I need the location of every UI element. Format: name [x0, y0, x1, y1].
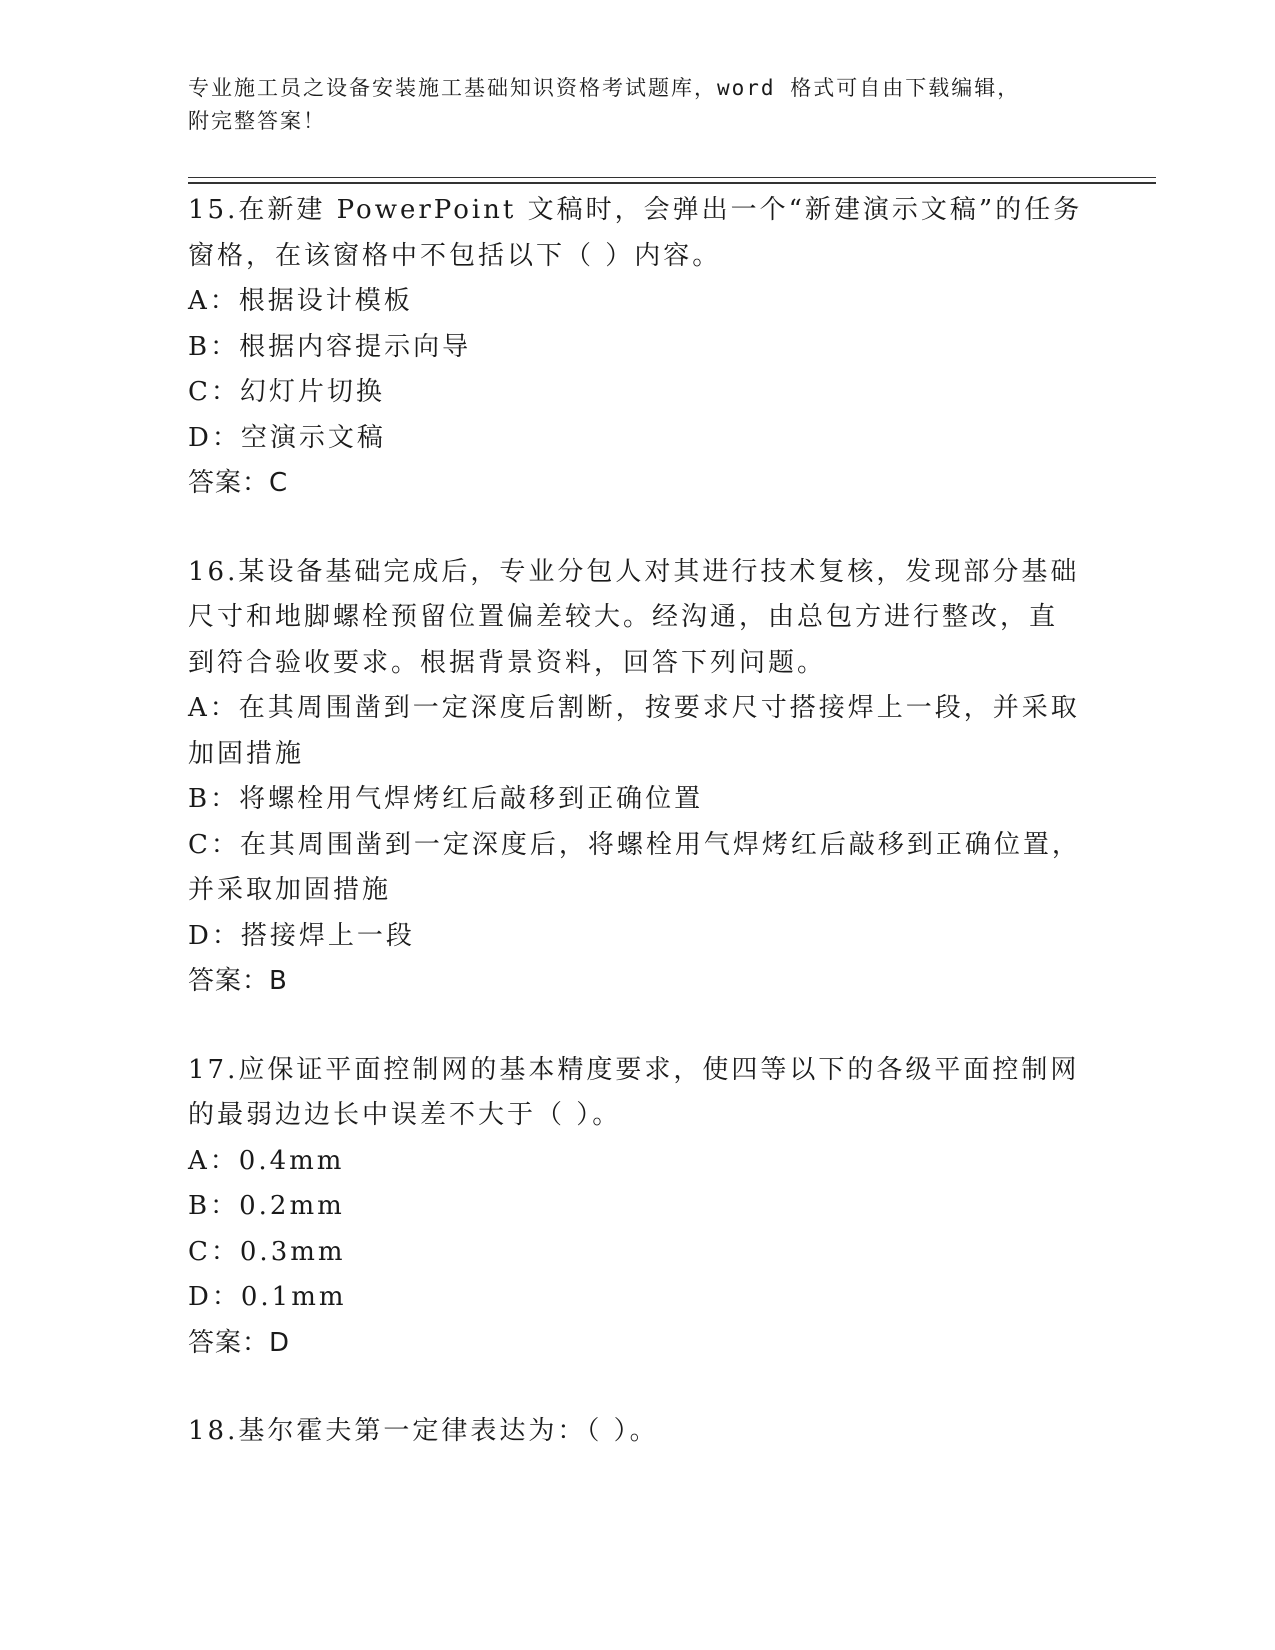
header-divider-thick: [188, 182, 1156, 184]
answer-option-line: C：0.3mm: [188, 1236, 346, 1267]
question-block: [188, 1409, 1078, 1455]
answer-key: 答案：B: [188, 966, 288, 996]
question-stem-line: 的最弱边边长中误差不大于（ ）。: [188, 1100, 622, 1130]
document-header: [188, 72, 1068, 138]
answer-option-line: C：在其周围凿到一定深度后，将螺栓用气焊烤红后敲移到正确位置，: [188, 829, 1081, 860]
header-divider-thin: [188, 177, 1156, 178]
question-stem-line: 17.应保证平面控制网的基本精度要求，使四等以下的各级平面控制网: [188, 1054, 1080, 1085]
question-block: [188, 1048, 1078, 1367]
answer-option-line: 加固措施: [188, 738, 305, 769]
answer-option-line: A：根据设计模板: [188, 286, 413, 316]
answer-option-line: B：根据内容提示向导: [188, 331, 472, 362]
answer-option-line: C：幻灯片切换: [188, 377, 385, 407]
answer-option-line: B：0.2mm: [188, 1191, 345, 1221]
question-stem-line: 到符合验收要求。根据背景资料，回答下列问题。: [188, 647, 827, 678]
question-block: [188, 550, 1081, 1005]
question-list: [188, 188, 1083, 1455]
question-stem-line: 15.在新建 PowerPoint 文稿时，会弹出一个“新建演示文稿”的任务: [188, 195, 1083, 225]
answer-option-line: B：将螺栓用气焊烤红后敲移到正确位置: [188, 784, 704, 814]
question-spacer: [188, 1366, 1078, 1409]
answer-option-line: A：0.4mm: [188, 1145, 345, 1176]
question-stem-line: 18.基尔霍夫第一定律表达为：（ ）。: [188, 1416, 659, 1446]
answer-option-line: D：搭接焊上一段: [188, 920, 415, 951]
answer-option-line: D：空演示文稿: [188, 422, 386, 453]
answer-option-line: A：在其周围凿到一定深度后割断，按要求尺寸搭接焊上一段，并采取: [188, 693, 1080, 723]
question-block: [188, 188, 1083, 507]
question-stem-line: 窗格，在该窗格中不包括以下（ ）内容。: [188, 240, 722, 271]
question-stem-line: 16.某设备基础完成后，专业分包人对其进行技术复核，发现部分基础: [188, 556, 1080, 587]
answer-option-line: 并采取加固措施: [188, 875, 392, 905]
header-line-2: 附完整答案！: [188, 109, 326, 133]
header-line-1: 专业施工员之设备安装施工基础知识资格考试题库，word 格式可自由下载编辑，: [188, 76, 1021, 100]
answer-option-line: D：0.1mm: [188, 1282, 347, 1312]
answer-key: 答案：C: [188, 468, 289, 498]
answer-key: 答案：D: [188, 1327, 291, 1358]
question-spacer: [188, 507, 1078, 550]
question-spacer: [188, 1005, 1078, 1048]
question-stem-line: 尺寸和地脚螺栓预留位置偏差较大。经沟通，由总包方进行整改，直: [188, 602, 1059, 632]
